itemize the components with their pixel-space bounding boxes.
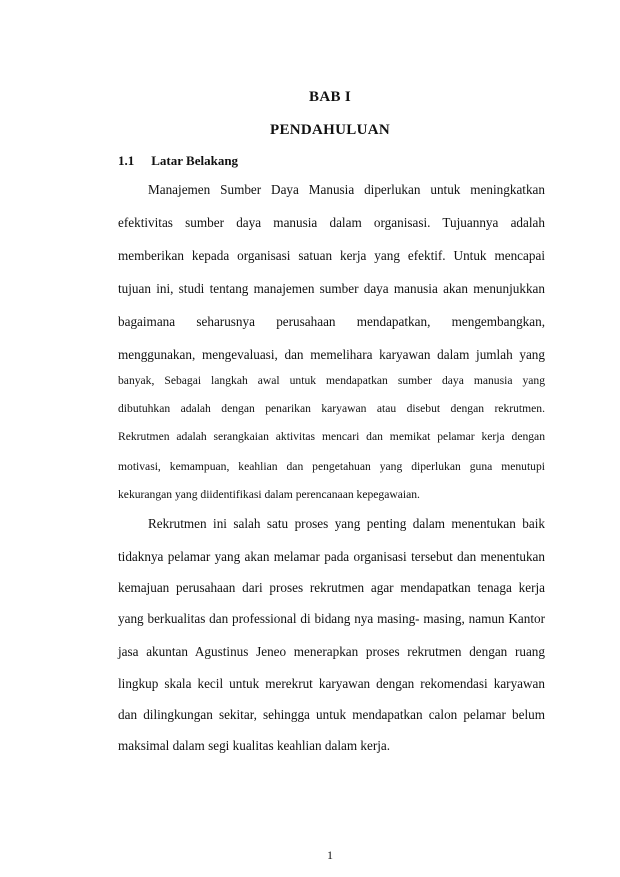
paragraph-line: tujuan ini, studi tentang manajemen sumber daya manusia akan menunjukkan bbox=[118, 281, 545, 296]
section-heading bbox=[118, 153, 238, 169]
paragraph-line: kemajuan perusahaan dari proses rekrutmen agar mendapatkan tenaga kerja bbox=[118, 580, 545, 595]
paragraph-line: bagaimana seharusnya perusahaan mendapatkan, mengembangkan, bbox=[118, 314, 545, 329]
paragraph-line: menggunakan, mengevaluasi, dan memelihara karyawan dalam jumlah yang bbox=[118, 347, 545, 362]
paragraph-line: memberikan kepada organisasi satuan kerja yang efektif. Untuk mencapai bbox=[118, 248, 545, 263]
paragraph-line: dan dilingkungan sekitar, sehingga untuk mendapatkan calon pelamar belum bbox=[118, 707, 545, 722]
chapter-number: BAB I bbox=[309, 89, 351, 105]
paragraph-line: Manajemen Sumber Daya Manusia diperlukan untuk meningkatkan bbox=[148, 182, 545, 197]
paragraph-line: yang berkualitas dan professional di bidang nya masing- masing, namun Kantor bbox=[118, 611, 545, 626]
paragraph-line: motivasi, kemampuan, keahlian dan pengetahuan yang diperlukan guna menutupi bbox=[118, 460, 545, 473]
paragraph-line: lingkup skala kecil untuk merekrut karyawan dengan rekomendasi karyawan bbox=[118, 676, 545, 691]
section-number: 1.1 bbox=[118, 153, 135, 168]
paragraph-line: jasa akuntan Agustinus Jeneo menerapkan proses rekrutmen dengan ruang bbox=[118, 644, 545, 659]
page-number: 1 bbox=[327, 848, 333, 862]
section-title: Latar Belakang bbox=[151, 153, 239, 168]
paragraph-line: efektivitas sumber daya manusia dalam organisasi. Tujuannya adalah bbox=[118, 215, 545, 230]
paragraph-line: maksimal dalam segi kualitas keahlian dalam kerja. bbox=[118, 738, 391, 753]
paragraph-line: Rekrutmen adalah serangkaian aktivitas mencari dan memikat pelamar kerja dengan bbox=[118, 430, 545, 443]
chapter-title: PENDAHULUAN bbox=[270, 122, 390, 138]
paragraph-line: tidaknya pelamar yang akan melamar pada organisasi tersebut dan menentukan bbox=[118, 549, 545, 564]
paragraph-line: Rekrutmen ini salah satu proses yang penting dalam menentukan baik bbox=[148, 516, 545, 531]
paragraph-line: banyak, Sebagai langkah awal untuk mendapatkan sumber daya manusia yang bbox=[118, 374, 545, 387]
paragraph-line: kekurangan yang diidentifikasi dalam perencanaan kepegawaian. bbox=[118, 488, 420, 501]
paragraph-line: dibutuhkan adalah dengan penarikan karyawan atau disebut dengan rekrutmen. bbox=[118, 402, 545, 415]
